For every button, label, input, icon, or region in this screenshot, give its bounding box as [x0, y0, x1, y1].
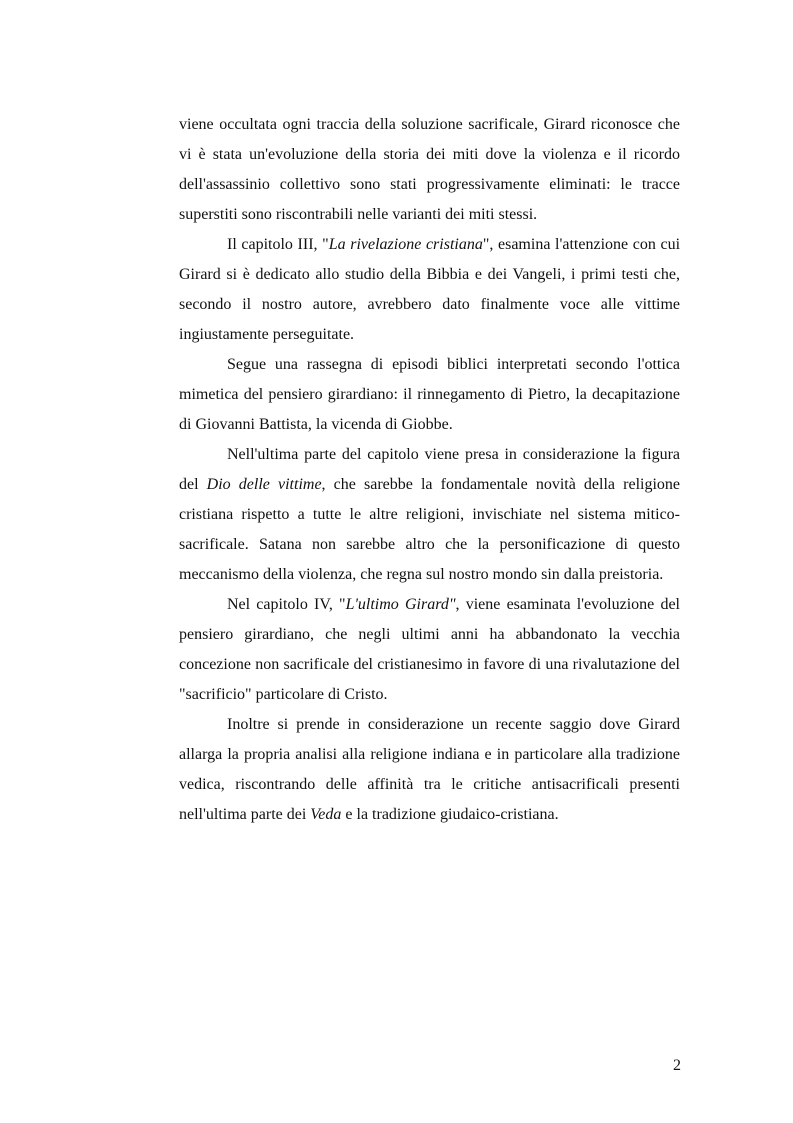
- paragraph-text: e la tradizione giudaico-cristiana.: [341, 806, 559, 823]
- paragraph-text: Nel capitolo IV, ": [227, 596, 346, 613]
- paragraph-text: Inoltre si prende in considerazione un recente saggio dove Girard allarga la propria analisi alla religione indiana e in particolare alla tradizione vedica, riscontrando delle affinità tra le critiche antisacrificali presenti nell'ultima parte dei: [179, 716, 680, 823]
- paragraph-chapter-four: [179, 590, 680, 710]
- italic-title: L'ultimo Girard": [345, 596, 456, 613]
- paragraph-text: , che sarebbe la fondamentale novità della religione cristiana rispetto a tutte le altre religioni, invischiate nel sistema mitico-sacrificale. Satana non sarebbe altro che la personificazione di questo meccanismo della violenza, che regna sul nostro mondo sin dalla preistoria.: [179, 476, 680, 583]
- paragraph-text: Nell'ultima parte del capitolo viene presa in considerazione la figura del: [179, 446, 680, 493]
- paragraph-text: , viene esaminata l'evoluzione del pensiero girardiano, che negli ultimi anni ha abbandonato la vecchia concezione non sacrificale del cristianesimo in favore di una rivalutazione del "sacrificio" particolare di Cristo.: [179, 596, 680, 703]
- paragraph-chapter-three: [179, 230, 680, 350]
- paragraph-continuation: [179, 110, 680, 230]
- page-body: [179, 110, 680, 830]
- italic-title: La rivelazione cristiana: [328, 236, 483, 253]
- paragraph-vedic-tradition: [179, 710, 680, 830]
- italic-title: Dio delle vittime: [206, 476, 322, 493]
- paragraph-text: ", esamina l'attenzione con cui Girard si è dedicato allo studio della Bibbia e dei Vangeli, i primi testi che, secondo il nostro autore, avrebbero dato finalmente voce alle vittime ingiustamente perseguitate.: [179, 236, 681, 343]
- paragraph-biblical-episodes: [179, 350, 680, 440]
- paragraph-god-of-victims: [179, 440, 680, 590]
- paragraph-text: viene occultata ogni traccia della soluzione sacrificale, Girard riconosce che vi è stata un'evoluzione della storia dei miti dove la violenza e il ricordo dell'assassinio collettivo sono stati progressivamente eliminati: le tracce superstiti sono riscontrabili nelle varianti dei miti stessi.: [179, 116, 680, 223]
- page-number: 2: [673, 1057, 681, 1074]
- paragraph-text: Il capitolo III, ": [227, 236, 329, 253]
- italic-title: Veda: [310, 806, 342, 823]
- paragraph-text: Segue una rassegna di episodi biblici interpretati secondo l'ottica mimetica del pensiero girardiano: il rinnegamento di Pietro, la decapitazione di Giovanni Battista, la vicenda di Giobbe.: [179, 356, 680, 433]
